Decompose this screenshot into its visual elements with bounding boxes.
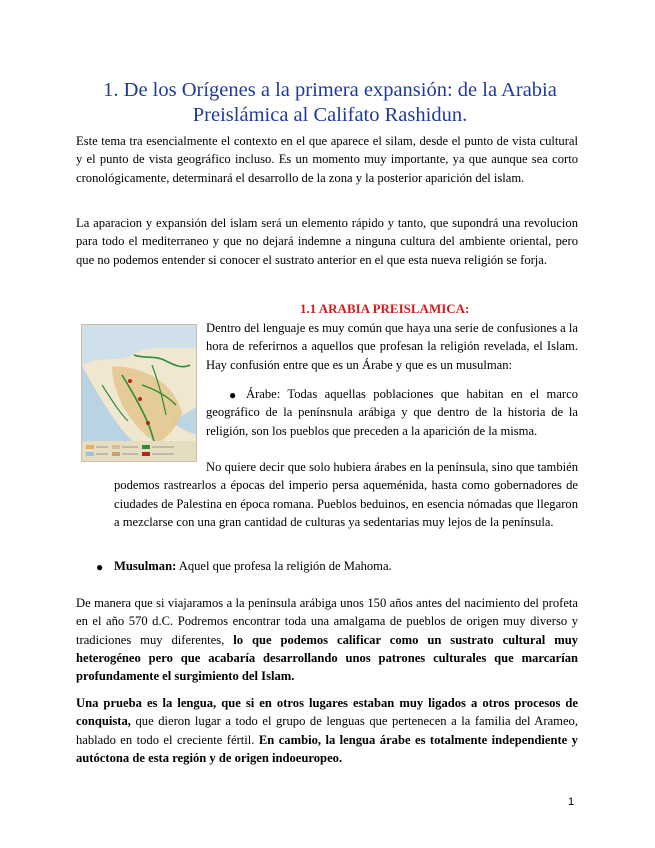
peninsula-paragraph <box>76 594 578 685</box>
peninsula-text: De manera que si viajaramos a la península arábiga unos 150 años antes del nacimiento del profeta en el año 570 d.C. Podremos encontrar toda una amalgama de pueblos de origen muy diverso y tradiciones muy diferentes, <box>76 596 578 647</box>
language-paragraph <box>76 694 578 767</box>
intro-paragraph: Este tema tra esencialmente el contexto en el que aparece el silam, desde el punto de vista cultural y el punto de vista geográfico incluso. Es un momento muy importante, ya que aunque sea corto cronológicamente, determinará el desarrollo de la zona y la posterior aparición del islam. <box>76 134 578 185</box>
musulman-term: Musulman: <box>114 559 177 573</box>
title-line-1: 1. De los Orígenes a la primera expansión: de la Arabia <box>103 79 557 101</box>
language-bold-intro: Una prueba es la lengua, que si en otros lugares estaban muy ligados a otros procesos de conquista, <box>76 696 578 729</box>
peninsula-bold-text: lo que podemos calificar como un sustrato cultural muy heterogéneo pero que acabaría desarrollando unos patrones culturales que marcarían profundamente el surgimiento del Islam. <box>76 632 578 684</box>
confusion-paragraph: Dentro del lenguaje es muy común que haya una serie de confusiones a la hora de referirnos a aquellos que profesan la religión revelada, el Islam. Hay confusión entre que es un Árabe y que es un musulman: <box>206 321 578 372</box>
arabia-map-image <box>81 324 197 462</box>
arabs-paragraph: No quiere decir que solo hubiera árabes en la península, sino que también podemos rastrearlos a épocas del imperio persa aqueménida, hasta como gobernadores de ciudades de Palestina en época romana. Pueblos beduinos, en esencia nómadas que llegaron a mezclarse con una gran cantidad de culturas ya sedentarias muy lejos de la península. <box>114 460 578 529</box>
bullet-musulman <box>114 557 578 575</box>
section-title: 1.1 ARABIA PREISLAMICA: <box>300 301 470 316</box>
language-bold-conclusion: En cambio, la lengua árabe es totalmente independiente y autóctona de esta región y de origen indoeuropeo. <box>76 732 578 765</box>
page-title <box>70 78 590 128</box>
bullet-arabe: Árabe: Todas aquellas poblaciones que habitan en el marco geográfico de la penínsnula arábiga y que dentro de la historia de la religión, son los pueblos que preceden a la aparición de la misma. <box>206 387 578 438</box>
musulman-definition: Aquel que profesa la religión de Mahoma. <box>176 559 392 573</box>
title-line-2: Preislámica al Califato Rashidun. <box>192 104 468 126</box>
bullet-marker-musulman: ● <box>96 560 104 574</box>
bullet-marker-arabe: ● <box>229 388 237 402</box>
expansion-paragraph: La aparacion y expansión del islam será un elemento rápido y tanto, que supondrá una revolucion para todo el mediterraneo y que no dejará indemne a ninguna cultura del ambiente oriental, pero que no podemos entender si conocer el sustrato anterior en el que esta nueva religión se forja. <box>76 216 578 267</box>
page-number: 1 <box>568 796 575 808</box>
language-text: que dieron lugar a todo el grupo de lenguas que pertenecen a la familia del Arameo, hablado en todo el creciente fértil. <box>76 714 578 747</box>
